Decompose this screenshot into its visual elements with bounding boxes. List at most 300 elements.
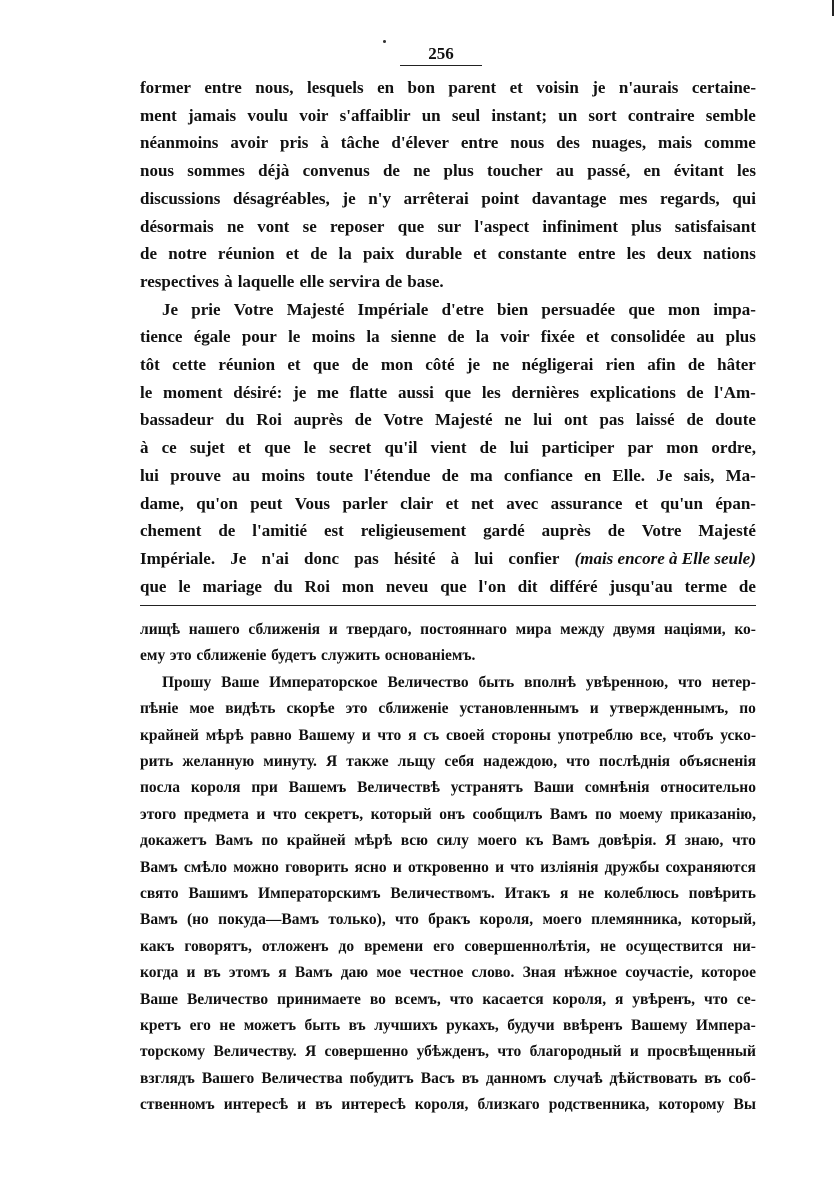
- word: и: [256, 805, 266, 823]
- word: du: [273, 576, 293, 596]
- word: что: [703, 990, 728, 1008]
- word: secret: [329, 438, 372, 458]
- word: пѣніе: [140, 700, 179, 718]
- word: въ: [203, 964, 221, 982]
- word: я: [278, 964, 287, 982]
- word: увѣренною,: [585, 673, 669, 691]
- word: Величеству.: [213, 1043, 297, 1061]
- word: постояннаго: [420, 621, 507, 638]
- word: au: [555, 161, 574, 181]
- word: parent: [448, 78, 497, 97]
- text-line: [140, 618, 756, 642]
- word: réunion: [218, 355, 276, 374]
- word: всю: [400, 832, 429, 850]
- word: que: [140, 576, 167, 596]
- word: bien: [496, 299, 529, 319]
- word: assurance: [550, 493, 623, 513]
- word: взглядъ: [140, 1069, 195, 1087]
- word: lui: [533, 410, 553, 430]
- word: la: [338, 244, 352, 264]
- word: предмета: [183, 805, 249, 823]
- word: равно: [250, 726, 292, 744]
- word: этого: [140, 805, 177, 823]
- word: и: [495, 858, 504, 876]
- word: rien: [605, 355, 635, 374]
- word: égale: [193, 327, 231, 347]
- word: afin: [647, 355, 676, 374]
- text-line: [140, 1014, 756, 1038]
- word: быть: [478, 673, 515, 691]
- text-line: [140, 464, 756, 488]
- word: нашего: [188, 621, 240, 638]
- word: близкаго: [477, 1096, 540, 1114]
- word: l'on: [478, 576, 506, 596]
- word: ясно: [354, 858, 387, 876]
- word: Votre: [641, 521, 682, 541]
- word: doute: [715, 410, 756, 430]
- word: честное: [409, 964, 464, 982]
- word: до: [338, 937, 355, 955]
- word: net: [471, 493, 494, 513]
- word: случаѣ: [553, 1069, 603, 1087]
- word: et: [287, 355, 301, 374]
- word: Вамъ: [140, 858, 178, 876]
- word: mon: [380, 355, 413, 374]
- word: le: [303, 438, 317, 458]
- word: Вы: [733, 1096, 756, 1114]
- word: Вашемъ: [288, 779, 347, 797]
- text-line: [140, 547, 756, 571]
- word: clair: [400, 493, 434, 513]
- word: de: [441, 465, 459, 485]
- word: un: [558, 105, 578, 125]
- word: et: [634, 493, 649, 513]
- word: мира: [515, 621, 552, 638]
- word: l'aspect: [474, 216, 530, 236]
- word: времени: [364, 937, 424, 955]
- word: les: [626, 244, 646, 264]
- text-line: [140, 882, 756, 906]
- word: не: [600, 937, 616, 955]
- word: употреблю: [557, 726, 634, 744]
- word: Majesté: [286, 299, 345, 319]
- word: prie: [191, 299, 221, 319]
- text-line: [140, 988, 756, 1012]
- word: въ: [315, 1096, 333, 1114]
- word: différé: [549, 576, 598, 596]
- word: твердаго,: [346, 621, 412, 638]
- word: ne: [504, 410, 522, 430]
- word: religieusement: [360, 521, 467, 541]
- text-line: [140, 492, 756, 516]
- word: будетъ: [271, 647, 317, 665]
- word: nous: [140, 161, 175, 181]
- word: point: [481, 188, 520, 208]
- word: des: [556, 133, 580, 153]
- word: bon: [407, 78, 435, 97]
- word: въ: [461, 1069, 479, 1087]
- word: et: [285, 244, 300, 264]
- word: mon: [341, 576, 374, 596]
- word: laquelle: [237, 271, 295, 291]
- word: даю: [340, 964, 369, 982]
- word: côté: [425, 355, 455, 374]
- text-line: [140, 242, 756, 266]
- word: ce: [161, 438, 177, 458]
- word: короля,: [552, 990, 607, 1008]
- word: моего: [477, 832, 517, 850]
- word: Impériale.: [140, 548, 216, 568]
- word: un: [421, 105, 441, 125]
- text-line: [140, 159, 756, 183]
- word: Je: [162, 299, 179, 319]
- word: въ: [704, 1069, 722, 1087]
- word: ne: [226, 216, 244, 236]
- word: lui: [140, 465, 159, 485]
- word: кретъ: [140, 1017, 182, 1034]
- word: по: [739, 700, 756, 718]
- word: что: [510, 858, 535, 876]
- word: Вамъ: [140, 911, 178, 929]
- word: ordre,: [711, 438, 756, 458]
- word: qu'on: [196, 493, 238, 513]
- word: осуществится: [625, 937, 723, 955]
- word: n'ai: [261, 548, 289, 568]
- word: Вашего: [201, 1069, 255, 1087]
- word: Вашимъ: [188, 885, 249, 902]
- word: Величество: [186, 990, 269, 1008]
- word: de: [140, 244, 157, 264]
- word: смѣло: [183, 858, 228, 876]
- word: vont: [257, 216, 290, 236]
- word: всемъ,: [394, 990, 441, 1008]
- word: que: [440, 576, 467, 596]
- word: l'étendue: [364, 465, 431, 485]
- word: сомнѣнія: [584, 779, 650, 797]
- word: seul: [451, 105, 481, 125]
- word: Majesté: [698, 521, 756, 541]
- word: avec: [506, 493, 539, 513]
- word: ment: [140, 105, 177, 125]
- word: которому: [658, 1096, 725, 1114]
- word: terme: [684, 576, 728, 596]
- word: слово.: [471, 964, 515, 982]
- text-line: [140, 408, 756, 432]
- word: de: [382, 161, 400, 181]
- word: Elle.: [612, 465, 645, 485]
- text-line: [140, 1040, 756, 1064]
- word: neveu: [385, 576, 429, 596]
- word: nuages,: [591, 133, 647, 153]
- word: увѣренъ,: [632, 990, 696, 1008]
- text-line: [140, 381, 756, 405]
- word: и: [361, 726, 371, 744]
- word: и: [629, 1043, 639, 1061]
- text-line: [140, 215, 756, 239]
- text-line: [140, 1067, 756, 1091]
- word: moins: [261, 465, 305, 485]
- word: ne: [413, 161, 431, 181]
- word: mais: [658, 133, 693, 153]
- word: Roi: [304, 576, 331, 596]
- word: что: [377, 726, 402, 744]
- word: sienne: [390, 327, 437, 347]
- word: avoir: [230, 133, 269, 153]
- word: mon: [666, 438, 699, 458]
- word: Вашему: [631, 1017, 688, 1034]
- word: Величествѣ: [357, 779, 440, 797]
- word: ne: [492, 355, 510, 374]
- word: est: [324, 521, 344, 541]
- word: что: [677, 673, 702, 691]
- italic-insert: (mais encore à Elle seule): [574, 548, 756, 568]
- word: что: [497, 1043, 522, 1061]
- word: лищѣ: [140, 621, 181, 638]
- word: certaine-: [691, 78, 756, 97]
- word: Прошу: [162, 673, 212, 691]
- word: отложенъ: [261, 937, 329, 955]
- word: посла: [140, 779, 181, 797]
- word: и: [589, 700, 599, 718]
- word: также: [346, 753, 389, 770]
- scan-speck: [383, 40, 386, 43]
- word: Вамъ: [294, 964, 333, 982]
- word: короля: [190, 779, 241, 797]
- word: de: [218, 521, 236, 541]
- word: fixée: [540, 327, 575, 347]
- word: благородный: [529, 1043, 622, 1061]
- word: который: [370, 805, 432, 823]
- word: sujet: [189, 438, 225, 458]
- word: Вамъ: [215, 832, 253, 850]
- word: discussions: [140, 188, 221, 208]
- word: plus: [631, 216, 662, 236]
- text-line: [140, 908, 756, 932]
- word: former: [140, 78, 191, 97]
- word: l'amitié: [252, 521, 308, 541]
- word: déjà: [258, 161, 290, 181]
- word: моего: [542, 911, 582, 929]
- word: между: [560, 621, 605, 638]
- word: принимаете: [277, 990, 361, 1008]
- word: рукахъ,: [446, 1017, 499, 1034]
- word: la: [475, 327, 489, 347]
- word: совершенно: [324, 1043, 409, 1061]
- word: toute: [316, 465, 353, 485]
- word: désiré:: [233, 382, 283, 402]
- word: только),: [328, 911, 386, 929]
- word: при: [251, 779, 278, 797]
- word: дружбы: [604, 858, 660, 876]
- word: Величества: [261, 1069, 343, 1087]
- word: entre: [460, 133, 499, 153]
- word: pour: [241, 327, 277, 347]
- word: колеблюсь: [603, 885, 679, 902]
- word: минуту.: [263, 753, 317, 770]
- word: de: [385, 271, 403, 291]
- word: pris: [280, 133, 309, 153]
- word: que: [264, 438, 291, 458]
- word: reposer: [330, 216, 385, 236]
- word: vient: [430, 438, 467, 458]
- word: participer: [541, 438, 615, 458]
- word: Итакъ: [504, 885, 551, 902]
- word: bassadeur: [140, 410, 214, 430]
- word: cette: [172, 355, 207, 374]
- word: послѣднія: [599, 753, 671, 770]
- word: сохраняются: [665, 858, 756, 876]
- word: passé,: [587, 161, 631, 181]
- word: je: [592, 78, 606, 97]
- word: que: [397, 216, 425, 236]
- word: tôt: [140, 355, 160, 374]
- word: просвѣщенный: [647, 1043, 756, 1061]
- word: n'y: [368, 188, 391, 208]
- word: donc: [304, 548, 340, 568]
- word: и: [297, 1096, 307, 1114]
- text-line: [140, 325, 756, 349]
- word: сообщилъ: [472, 805, 543, 823]
- word: сближеніе: [196, 647, 267, 665]
- word: voir: [500, 327, 530, 347]
- word: Je: [656, 465, 673, 485]
- word: нетер-: [711, 673, 756, 691]
- word: de: [687, 355, 705, 374]
- word: быть: [304, 1017, 341, 1034]
- text-line: [140, 187, 756, 211]
- section-divider: [140, 605, 756, 606]
- text-line: [140, 671, 756, 695]
- word: et: [237, 438, 252, 458]
- word: я: [560, 885, 569, 902]
- word: se: [302, 216, 317, 236]
- word: au: [232, 465, 251, 485]
- word: въ: [348, 1017, 366, 1034]
- word: qu'un: [660, 493, 703, 513]
- word: dernières: [511, 382, 580, 402]
- word: sommes: [187, 161, 245, 181]
- word: nous,: [255, 78, 294, 97]
- word: стороны: [491, 726, 551, 744]
- word: Roi: [256, 410, 282, 430]
- word: flatte: [349, 382, 388, 402]
- word: la: [366, 327, 380, 347]
- word: съ: [423, 726, 440, 744]
- word: что: [732, 832, 756, 850]
- text-line: [140, 131, 756, 155]
- word: sur: [437, 216, 462, 236]
- word: я: [408, 726, 417, 744]
- word: довѣрія.: [598, 832, 657, 850]
- word: установленнымъ: [459, 700, 579, 718]
- word: Императорское: [269, 673, 378, 691]
- text-line: [140, 961, 756, 985]
- word: les: [481, 382, 501, 402]
- word: les: [737, 161, 756, 181]
- word: nous: [510, 133, 545, 153]
- word: qu'il: [384, 438, 418, 458]
- word: объясненія: [679, 753, 756, 770]
- word: не: [578, 885, 595, 902]
- word: покуда—Вамъ: [218, 911, 320, 929]
- word: mes: [619, 188, 648, 208]
- word: de: [351, 355, 369, 374]
- word: d'élever: [391, 133, 449, 153]
- word: de: [310, 244, 328, 264]
- word: устранятъ: [450, 779, 523, 797]
- text-line: [140, 750, 756, 774]
- word: en: [584, 465, 602, 485]
- text-line: [140, 1093, 756, 1117]
- word: entre: [577, 244, 616, 264]
- word: toucher: [487, 161, 543, 181]
- text-line: [140, 270, 756, 294]
- word: утвержденнымъ,: [609, 700, 729, 718]
- word: je: [466, 355, 481, 374]
- word: le: [288, 327, 301, 347]
- word: относительно: [660, 779, 756, 797]
- word: n'aurais: [618, 78, 679, 97]
- word: что: [272, 805, 297, 823]
- word: секретъ,: [304, 805, 364, 823]
- word: силу: [436, 832, 469, 850]
- word: Вашему: [298, 726, 355, 744]
- word: Импера-: [695, 1017, 756, 1034]
- word: нѣжное: [564, 964, 618, 982]
- word: constante: [497, 244, 567, 264]
- word: convenus: [302, 161, 370, 181]
- word: laissé: [635, 410, 675, 430]
- word: ственномъ: [140, 1096, 215, 1114]
- word: de: [354, 410, 372, 430]
- word: voir: [299, 105, 329, 125]
- word: durable: [405, 244, 463, 264]
- word: крайней: [286, 832, 346, 850]
- word: лучшихъ: [374, 1017, 438, 1034]
- word: желанную: [182, 753, 255, 770]
- word: qui: [732, 188, 756, 208]
- word: рить: [140, 753, 174, 770]
- word: мѣрѣ: [205, 726, 244, 744]
- word: réunion: [217, 244, 275, 264]
- text-line: [140, 856, 756, 880]
- word: приказанію,: [670, 805, 756, 823]
- word: племянника,: [591, 911, 682, 929]
- word: будучи: [507, 1017, 555, 1034]
- word: Je: [230, 548, 247, 568]
- word: gardé: [483, 521, 525, 541]
- word: à: [224, 271, 233, 291]
- word: Вамъ: [552, 832, 590, 850]
- word: prouve: [170, 465, 221, 485]
- word: касается: [482, 990, 544, 1008]
- word: désagréables,: [232, 188, 330, 208]
- word: servira: [329, 271, 381, 291]
- word: дѣйствовать: [609, 1069, 698, 1087]
- word: mon: [668, 299, 701, 319]
- word: когда: [140, 964, 179, 982]
- text-line: [140, 436, 756, 460]
- word: Величествомъ.: [390, 885, 495, 902]
- word: Ваше: [221, 673, 260, 691]
- word: contraire: [627, 105, 695, 125]
- text-line: [140, 575, 756, 599]
- word: его: [433, 937, 455, 955]
- page-number: 256: [400, 44, 482, 66]
- text-line: [140, 776, 756, 800]
- word: je: [342, 188, 356, 208]
- word: en: [643, 161, 661, 181]
